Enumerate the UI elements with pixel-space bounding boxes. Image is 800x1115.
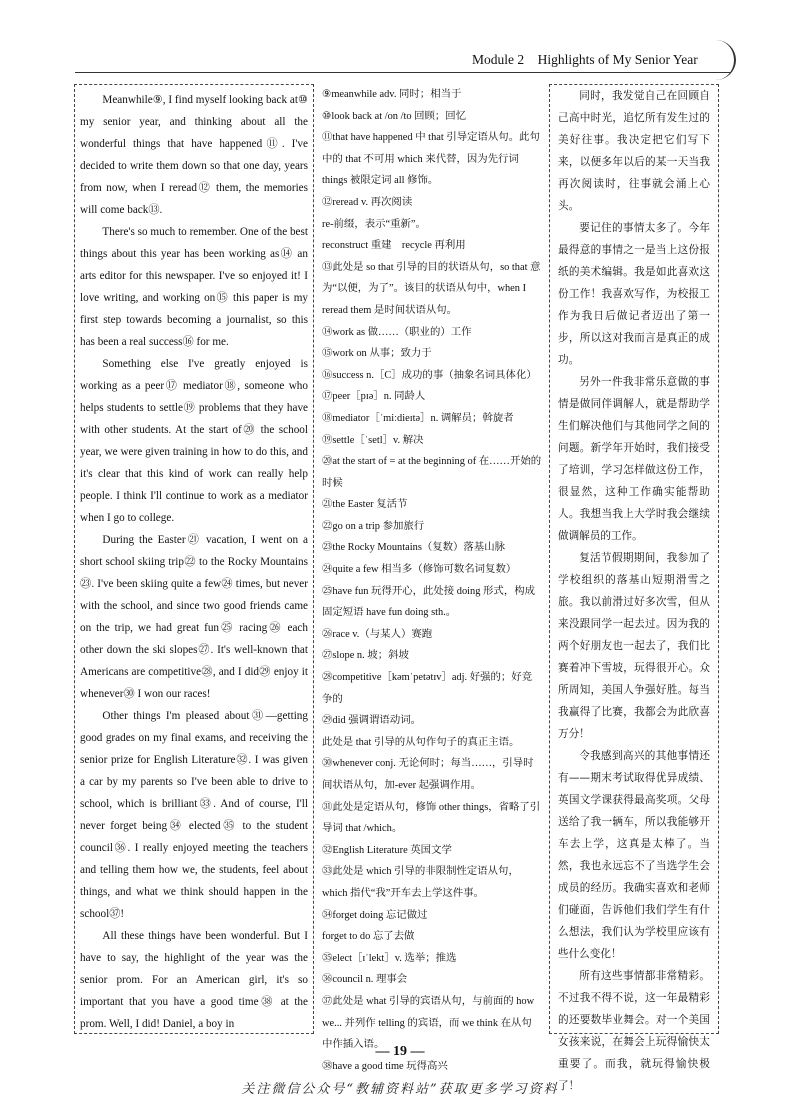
chinese-translation — [558, 85, 710, 1097]
note-item: ㉖race v.（与某人）赛跑 — [322, 628, 433, 640]
english-paragraph: During the Easter㉑ vacation, I went on a short school skiing trip㉒ to the Rocky Mountains㉓. I've been skiing quite a few㉔ times, but never with the school, and since two good friends came on the trip, we had great fun㉕ racing㉖ each other down the ski slopes㉗. It's well-known that Americans are competitive㉘, and I did㉙ enjoy it whenever㉚ I won our races! — [80, 534, 308, 700]
note-item: forget to do 忘了去做 — [322, 931, 415, 943]
note-item: ㊱council n. 理事会 — [322, 974, 408, 986]
chinese-paragraph: 复活节假期期间，我参加了学校组织的落基山短期滑雪之旅。我以前滑过好多次雪，但从来没跟同学一起去过。因为我的两个好朋友也一起去了，我们比赛着冲下雪坡，玩得很开心。众所周知，美国人争强好胜。每当我赢得了比赛，我都会为此欣喜万分！ — [558, 552, 710, 740]
note-item: ⑯success n.［C］成功的事（抽象名词具体化） — [322, 369, 537, 381]
note-item: ㉚whenever conj. 无论何时；每当……，引导时间状语从句，加-ever 起强调作用。 — [322, 758, 534, 791]
note-item: reconstruct 重建 recycle 再利用 — [322, 240, 466, 252]
note-item: ㉓the Rocky Mountains（复数）落基山脉 — [322, 542, 505, 554]
english-paragraph: Meanwhile⑨, I find myself looking back at⑩ my senior year, and thinking about all the wonderful things that have happened⑪. I've decided to write them down so that one day, years from now, when I reread⑫ them, the memories will come back⑬. — [80, 94, 308, 216]
note-item: 此处是 that 引导的从句作句子的真正主语。 — [322, 736, 520, 748]
note-item: ⑪that have happened 中 that 引导定语从句。此句中的 that 不可用 which 来代替，因为先行词 things 被限定词 all 修饰。 — [322, 132, 540, 187]
english-paragraph: Something else I've greatly enjoyed is working as a peer⑰ mediator⑱, someone who helps students to settle⑲ problems that they have with other students. At the start of⑳ the school year, we were given training in how to do this, and it's clear that this kind of work can really help people. I think I'll continue to work as a mediator when I go to college. — [80, 358, 308, 524]
english-paragraph: Other things I'm pleased about㉛—getting good grades on my final exams, and receiving the senior prize for English Literature㉜. I was given a car by my parents so I've been able to drive to school, which is brilliant㉝. And of course, I'll never forget being㉞ elected㉟ to the student council㊱. I really enjoyed meeting the teachers and telling them how we, the students, feel about things, and what we think should happen in the school㊲! — [80, 710, 308, 920]
note-item: re-前缀，表示“重新”。 — [322, 218, 426, 230]
note-item: ⑫reread v. 再次阅读 — [322, 196, 413, 208]
running-header — [472, 52, 698, 68]
notes-column — [318, 84, 546, 1072]
note-item: ㉔quite a few 相当多（修饰可数名词复数） — [322, 564, 517, 576]
chinese-paragraph: 另外一件我非常乐意做的事情是做同伴调解人，就是帮助学生们解决他们与其他同学之间的问题。新学年开始时，我们接受了培训，学习怎样做这份工作，很显然，这种工作确实能帮助人。我想当我上大学时我会继续做调解员的工作。 — [558, 376, 710, 542]
note-item: ㊲此处是 what 引导的宾语从句，与前面的 how we... 并列作 telling 的宾语，而 we think 在从句中作插入语。 — [322, 995, 535, 1051]
note-item: ⑩look back at /on /to 回顾；回忆 — [322, 110, 467, 122]
note-item: ㉘competitive［kəmˈpetətɪv］adj. 好强的；好竞争的 — [322, 672, 533, 705]
note-item: ⑨meanwhile adv. 同时；相当于 — [322, 89, 462, 100]
chinese-paragraph: 令我感到高兴的其他事情还有——期末考试取得优异成绩、英国文学课获得最高奖项。父母送给了我一辆车，所以我能够开车去上学，这真是太棒了。当然，我也永远忘不了当选学生会成员的经历。我确实喜欢和老师们碰面，告诉他们我们学生有什么想法，我们认为学校里应该有些什么变化！ — [558, 750, 710, 960]
note-item: ㉒go on a trip 参加旅行 — [322, 520, 425, 532]
note-item: ㉟elect［ɪˈlekt］v. 选举；推选 — [322, 952, 457, 964]
english-passage — [80, 89, 308, 1035]
note-item: ㉗slope n. 坡；斜坡 — [322, 650, 409, 662]
note-item: ⑱mediator［ˈmiːdieɪtə］n. 调解员；斡旋者 — [322, 412, 514, 424]
note-item: ㉞forget doing 忘记做过 — [322, 909, 428, 921]
note-item: ⑮work on 从事；致力于 — [322, 348, 432, 360]
english-paragraph: There's so much to remember. One of the best things about this year has been working as⑭ an arts editor for this newspaper. I've so enjoyed it! I love writing, and working on⑮ this paper is my first step towards becoming a journalist, so this has been a real success⑯ for me. — [80, 226, 308, 348]
module-title: Highlights of My Senior Year — [537, 52, 698, 67]
english-text-column — [74, 84, 314, 1034]
header-rule — [75, 72, 730, 73]
note-item: ⑲settle［ˈsetl］v. 解决 — [322, 434, 424, 446]
page-edge-brace — [716, 40, 736, 80]
note-item: ㉜English Literature 英国文学 — [322, 844, 452, 856]
footer-note: 关注微信公众号“教辅资料站”获取更多学习资料 — [241, 1082, 559, 1097]
note-item: ㉑the Easter 复活节 — [322, 499, 408, 511]
note-item: ㉛此处是定语从句，修饰 other things，省略了引导词 that /which。 — [322, 801, 541, 835]
chinese-paragraph: 所有这些事情都非常精彩。不过我不得不说，这一年最精彩的还要数毕业舞会。对一个美国女孩来说，在舞会上玩得愉快太重要了。而我，就玩得愉快极了！ — [558, 970, 710, 1092]
note-item: ㉙did 强调谓语动词。 — [322, 715, 421, 727]
page-number: — 19 — — [375, 1044, 425, 1059]
note-item: ㊳have a good time 玩得高兴 — [322, 1060, 448, 1072]
note-item: ㉕have fun 玩得开心，此处接 doing 形式，构成固定短语 have fun doing sth.。 — [322, 585, 535, 619]
chinese-paragraph: 要记住的事情太多了。今年最得意的事情之一是当上这份报纸的美术编辑。我是如此喜欢这份工作！我喜欢写作，为校报工作为我日后做记者迈出了第一步，所以这对我而言是真正的成功。 — [558, 222, 710, 366]
note-item: ⑳at the start of = at the beginning of 在……开始的时候 — [322, 456, 542, 489]
module-label: Module 2 — [472, 52, 525, 67]
note-item: ㉝此处是 which 引导的非限制性定语从句，which 指代“我”开车去上学这件事。 — [322, 866, 519, 899]
note-item: ⑬此处是 so that 引导的目的状语从句，so that 意为“以便，为了”。该目的状语从句中，when I reread them 是时间状语从句。 — [322, 261, 541, 316]
vocabulary-notes — [322, 84, 542, 1077]
english-paragraph: All these things have been wonderful. But I have to say, the highlight of the year was the senior prom. For an American girl, it's so important that you have a good time㊳ at the prom. Well, I did! Daniel, a boy in — [80, 930, 308, 1030]
note-item: ⑭work as 做……（职业的）工作 — [322, 326, 472, 338]
chinese-translation-column — [549, 84, 719, 1092]
chinese-paragraph: 同时，我发觉自己在回顾自己高中时光，追忆所有发生过的美好往事。我决定把它们写下来，以便多年以后的某一天当我再次阅读时，往事就会涌上心头。 — [558, 90, 710, 212]
note-item: ⑰peer［pɪə］n. 同龄人 — [322, 391, 426, 403]
